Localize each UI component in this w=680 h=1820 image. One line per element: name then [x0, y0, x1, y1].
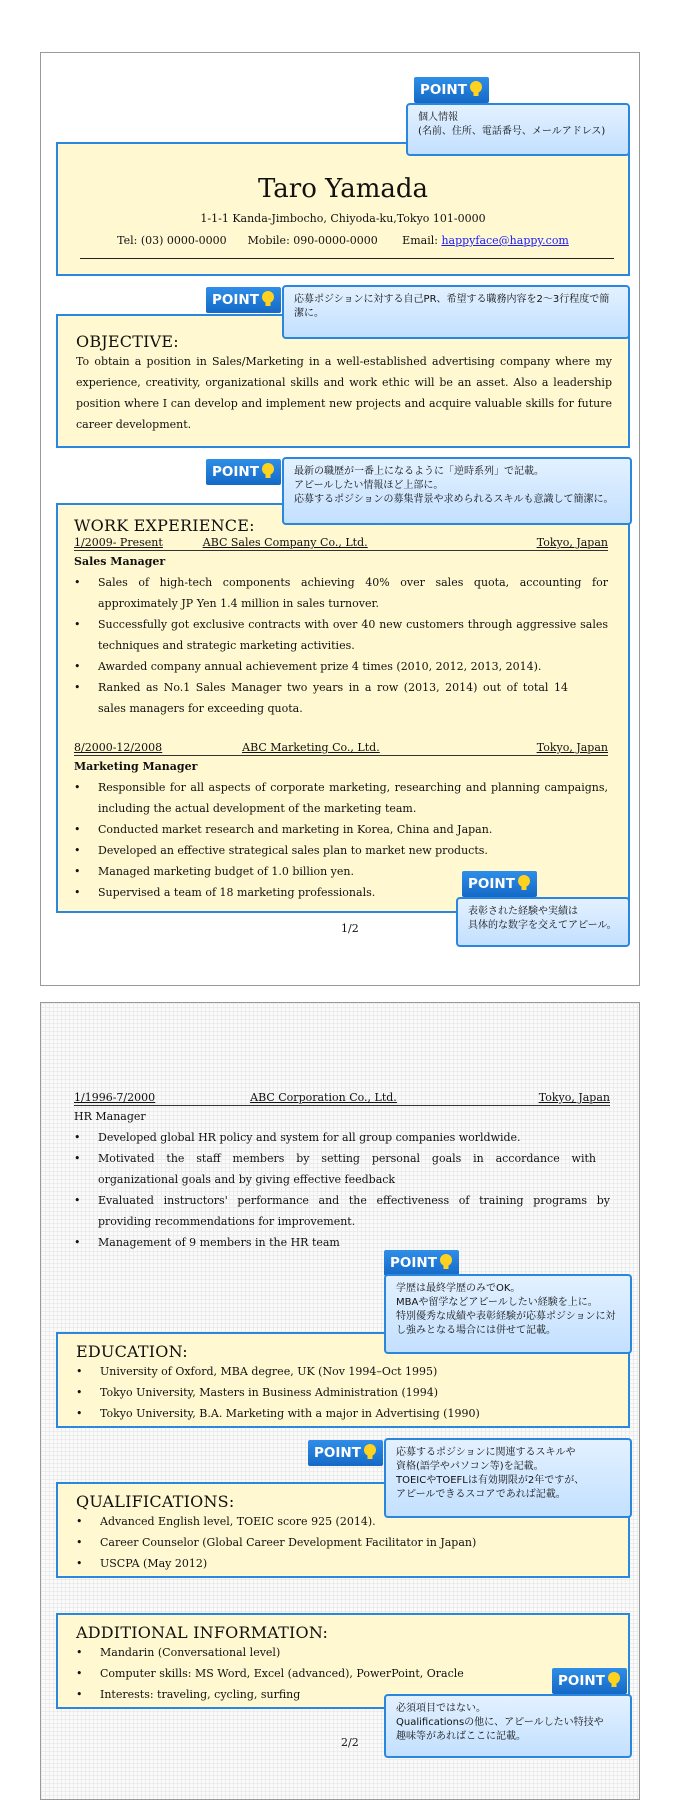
lightbulb-icon — [261, 462, 275, 480]
job-header-1 — [74, 535, 608, 551]
job-location: Tokyo, Japan — [536, 741, 608, 754]
list-item: • Computer skills: MS Word, Excel (advanced), PowerPoint, Oracle — [76, 1663, 612, 1684]
candidate-name: Taro Yamada — [257, 174, 429, 204]
job-header-2 — [74, 740, 608, 756]
job-location: Tokyo, Japan — [538, 1091, 610, 1104]
callout-text: TOEICやTOEFLは有効期限が2年ですが、 — [396, 1475, 585, 1486]
point-tab-education — [384, 1250, 459, 1276]
callout-text: Qualificationsの他に、アピールしたい特技や — [396, 1717, 604, 1728]
job-role: Marketing Manager — [74, 760, 198, 773]
job-header-3 — [74, 1090, 610, 1106]
point-label: POINT — [468, 876, 515, 892]
objective-title: OBJECTIVE: — [76, 332, 179, 351]
list-item: • Awarded company annual achievement prize 4 times (2010, 2012, 2013, 2014). — [74, 656, 608, 677]
list-item: • USCPA (May 2012) — [76, 1553, 612, 1574]
phone: Tel: (03) 0000-0000 — [117, 234, 227, 247]
callout-achievements — [456, 897, 630, 947]
callout-text: 最新の職歴が一番上になるように「逆時系列」で記載。 — [294, 466, 544, 477]
callout-text: (名前、住所、電話番号、メールアドレス) — [418, 126, 606, 137]
work-title: WORK EXPERIENCE: — [74, 516, 255, 535]
callout-text: 応募ポジションに対する自己PR、希望する職務内容を2～3行程度で簡潔に。 — [294, 294, 610, 319]
list-item: • Tokyo University, B.A. Marketing with a major in Advertising (1990) — [76, 1403, 612, 1424]
point-tab-achievements — [462, 871, 537, 897]
job-company: ABC Corporation Co., Ltd. — [250, 1091, 397, 1104]
job-dates: 8/2000-12/2008 — [74, 741, 163, 754]
job-3-block — [74, 1090, 610, 1253]
job-bullets-3 — [74, 1127, 610, 1253]
list-item: • Managed marketing budget of 1.0 billion yen. — [74, 861, 608, 882]
mobile: Mobile: 090-0000-0000 — [247, 234, 378, 247]
page-number-2: 2/2 — [341, 1736, 359, 1749]
callout-text: アピールできるスコアであれば記載。 — [396, 1489, 566, 1500]
point-tab-objective — [206, 287, 281, 313]
job-company: ABC Sales Company Co., Ltd. — [202, 536, 368, 549]
callout-text: 資格(語学やパソコン等)を記載。 — [396, 1461, 544, 1472]
callout-text: 応募するポジションの募集背景や求められるスキルも意識して簡潔に。 — [294, 494, 614, 505]
job-location: Tokyo, Japan — [536, 536, 608, 549]
job-role: HR Manager — [74, 1110, 146, 1123]
point-tab-additional — [552, 1668, 627, 1694]
objective-text: To obtain a position in Sales/Marketing in a well-established advertising company where my experience, creativity, organizational skills and work ethic will be an asset. Also a leadership position where I can develop and implement new projects and acquire valuable skills for future career development. — [76, 355, 612, 431]
point-tab-personal-info — [414, 77, 489, 103]
point-label: POINT — [558, 1673, 605, 1689]
lightbulb-icon — [439, 1253, 453, 1271]
callout-text: 個人情報 — [418, 112, 458, 123]
education-title: EDUCATION: — [76, 1342, 188, 1361]
list-item: • Successfully got exclusive contracts with over 40 new customers through aggressive sales techniques and strategic marketing activities. — [74, 614, 608, 656]
point-label: POINT — [420, 82, 467, 98]
callout-text: 具体的な数字を交えてアピール。 — [468, 920, 617, 931]
list-item: • Ranked as No.1 Sales Manager two years in a row (2013, 2014) out of total 14 sales managers for exceeding quota. — [74, 677, 608, 719]
additional-title: ADDITIONAL INFORMATION: — [76, 1623, 329, 1642]
list-item: • Supervised a team of 18 marketing professionals. — [74, 882, 608, 903]
lightbulb-icon — [607, 1671, 621, 1689]
list-item: • Advanced English level, TOEIC score 925 (2014). — [76, 1511, 612, 1532]
callout-text: 趣味等があればここに記載。 — [396, 1731, 526, 1742]
list-item: • Tokyo University, Masters in Business Administration (1994) — [76, 1382, 612, 1403]
list-item: • Conducted market research and marketing in Korea, China and Japan. — [74, 819, 608, 840]
callout-personal-info — [406, 103, 630, 156]
job-company: ABC Marketing Co., Ltd. — [242, 741, 380, 754]
callout-objective — [282, 285, 630, 339]
list-item: • Developed an effective strategical sales plan to market new products. — [74, 840, 608, 861]
work-experience-section — [56, 503, 630, 913]
callout-additional — [384, 1694, 632, 1758]
contact-line — [58, 234, 628, 247]
list-item: • Motivated the staff members by setting personal goals in accordance with organizational goals and by giving effective feedback — [74, 1148, 610, 1190]
callout-qualifications — [384, 1438, 632, 1518]
callout-text: MBAや留学などアピールしたい経験を上に。 — [396, 1297, 598, 1308]
education-list — [76, 1361, 612, 1424]
list-item: • Career Counselor (Global Career Development Facilitator in Japan) — [76, 1532, 612, 1553]
point-tab-work — [206, 459, 281, 485]
page-number-1: 1/2 — [341, 922, 359, 935]
list-item: • University of Oxford, MBA degree, UK (Nov 1994–Oct 1995) — [76, 1361, 612, 1382]
list-item: • Management of 9 members in the HR team — [74, 1232, 610, 1253]
callout-text: 表彰された経験や実績は — [468, 906, 578, 917]
callout-text: アピールしたい情報ほど上部に。 — [294, 480, 444, 491]
list-item: • Sales of high-tech components achieving 40% over sales quota, accounting for approximately JP Yen 1.4 million in sales turnover. — [74, 572, 608, 614]
point-tab-qualifications — [308, 1440, 383, 1466]
lightbulb-icon — [363, 1443, 377, 1461]
lightbulb-icon — [517, 874, 531, 892]
callout-text: 学歴は最終学歴のみでOK。 — [396, 1283, 521, 1294]
list-item: • Evaluated instructors' performance and the effectiveness of training programs by providing recommendations for improvement. — [74, 1190, 610, 1232]
callout-education — [384, 1274, 632, 1354]
header-section — [56, 142, 630, 276]
list-item: • Mandarin (Conversational level) — [76, 1642, 612, 1663]
point-label: POINT — [212, 464, 259, 480]
point-label: POINT — [212, 292, 259, 308]
job-dates: 1/1996-7/2000 — [74, 1091, 156, 1104]
email-link[interactable]: happyface@happy.com — [441, 234, 569, 247]
callout-text: 特別優秀な成績や表彰経験が応募ポジションに対し強みとなる場合には併せて記載。 — [396, 1311, 616, 1336]
qualifications-title: QUALIFICATIONS: — [76, 1492, 235, 1511]
point-label: POINT — [314, 1445, 361, 1461]
job-dates: 1/2009- Present — [74, 536, 163, 549]
qualifications-list — [76, 1511, 612, 1574]
list-item: • Developed global HR policy and system for all group companies worldwide. — [74, 1127, 610, 1148]
list-item: • Responsible for all aspects of corporate marketing, researching and planning campaigns, including the actual development of the marketing team. — [74, 777, 608, 819]
job-role: Sales Manager — [74, 555, 166, 568]
callout-text: 応募するポジションに関連するスキルや — [396, 1447, 576, 1458]
lightbulb-icon — [261, 290, 275, 308]
callout-work — [282, 457, 632, 525]
lightbulb-icon — [469, 80, 483, 98]
callout-text: 必須項目ではない。 — [396, 1703, 486, 1714]
email-label: Email: — [402, 234, 438, 247]
list-item: • Interests: traveling, cycling, surfing — [76, 1684, 612, 1705]
header-divider — [80, 258, 614, 259]
job-bullets-1 — [74, 572, 608, 719]
point-label: POINT — [390, 1255, 437, 1271]
address: 1-1-1 Kanda-Jimbocho, Chiyoda-ku,Tokyo 101-0000 — [200, 212, 486, 225]
